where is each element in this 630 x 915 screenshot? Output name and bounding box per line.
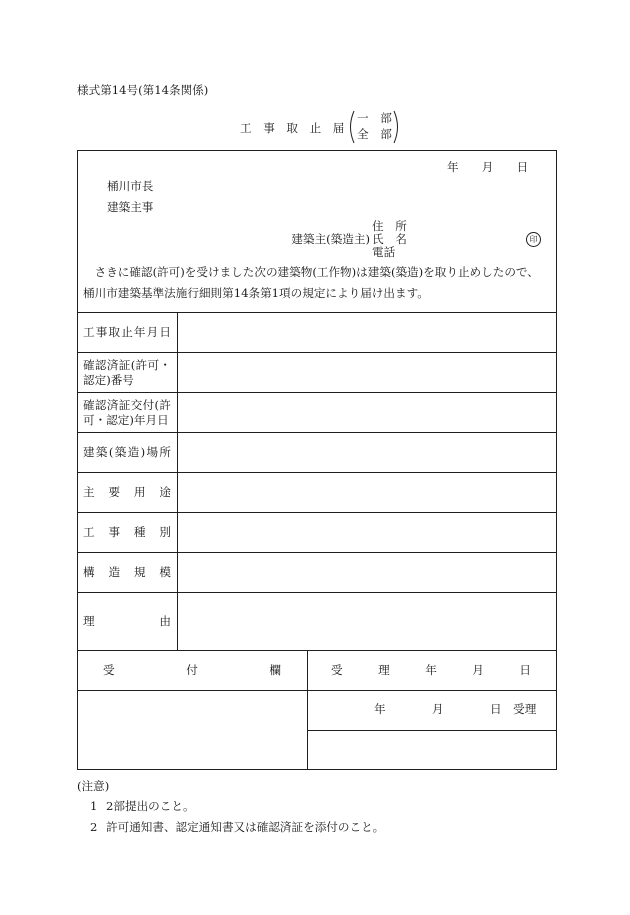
title-option-whole: 全 部	[357, 127, 392, 141]
left-bracket	[351, 111, 355, 143]
statement-line-2: 桶川市建築基準法施行細則第14条第1項の規定により届け出ます。	[83, 286, 429, 300]
value-cell-stop-date	[178, 313, 556, 352]
receipt-date-line: 年 月 日 受理	[374, 702, 537, 716]
note-number: 1	[90, 799, 98, 813]
row-label-certificate-date	[83, 393, 171, 432]
seal-mark: 印	[526, 232, 541, 247]
address-label: 住 所	[372, 219, 407, 233]
row-label-certificate-number	[83, 353, 171, 392]
statement-line-1: さきに確認(許可)を受けました次の建築物(工作物)は建築(築造)を取り止めしたので、	[83, 265, 539, 279]
row-label-line: 構 造 規 模	[83, 565, 171, 579]
phone-label: 電話	[372, 245, 396, 259]
right-bracket	[394, 111, 398, 143]
form-number: 様式第14号(第14条関係)	[77, 83, 209, 97]
applicant-label: 建築主(築造主)	[291, 232, 370, 246]
row-label-main-use	[83, 473, 171, 512]
reception-label: 受 付 欄	[103, 663, 281, 677]
value-cell-main-use	[178, 473, 556, 512]
form-title: 工 事 取 止 届	[240, 121, 345, 135]
receipt-date-label: 受 理 年 月 日	[331, 663, 531, 677]
title-option-partial: 一 部	[357, 111, 392, 125]
submission-date: 年 月 日	[447, 160, 529, 174]
notes-heading: (注意)	[77, 779, 110, 793]
row-label-structure-scale	[83, 553, 171, 592]
row-label-line: 可・認定)年月日	[83, 412, 169, 427]
value-cell-certificate-date	[178, 393, 556, 432]
row-label-line: 主 要 用 途	[83, 485, 171, 499]
addressee-mayor: 桶川市長	[107, 179, 154, 193]
note-text: 2部提出のこと。	[106, 799, 195, 813]
value-cell-work-type	[178, 513, 556, 552]
name-label: 氏 名	[372, 232, 407, 246]
row-label-line: 建築(築造)場所	[83, 445, 171, 459]
row-label-line: 工 事 種 別	[83, 525, 171, 539]
value-cell-structure-scale	[178, 553, 556, 592]
row-label-line: 確認済証(許可・	[83, 357, 171, 372]
value-cell-reason	[178, 593, 556, 650]
receipt-blank-cell	[308, 731, 556, 769]
value-cell-certificate-number	[178, 353, 556, 392]
note-number: 2	[90, 820, 98, 834]
value-cell-site	[178, 433, 556, 472]
row-label-site	[83, 433, 171, 472]
rule-reception-top	[77, 650, 557, 651]
row-label-stop-date	[83, 313, 171, 352]
row-label-line: 工事取止年月日	[83, 325, 171, 339]
row-label-line: 認定)番号	[83, 372, 134, 387]
row-label-work-type	[83, 513, 171, 552]
row-label-line: 確認済証交付(許	[83, 397, 171, 412]
row-label-line: 理 由	[83, 614, 171, 628]
row-label-reason	[83, 593, 171, 650]
note-text: 許可通知書、認定通知書又は確認済証を添付のこと。	[106, 820, 385, 834]
addressee-building-official: 建築主事	[107, 200, 154, 214]
reception-stamp-area	[78, 691, 307, 769]
